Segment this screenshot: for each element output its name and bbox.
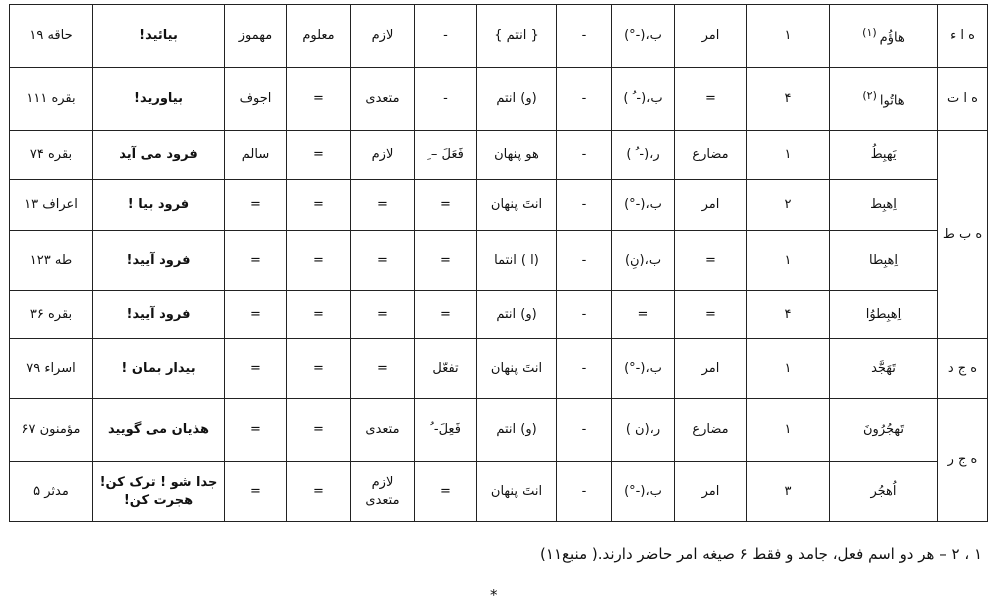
dash-cell: - <box>557 462 612 522</box>
root-cell: ه ج د <box>938 339 988 399</box>
pattern-cell: فَعَلَ – ِ <box>415 131 477 180</box>
pronoun-cell: انتَ پنهان <box>477 462 557 522</box>
voice-cell: معلوم <box>287 5 351 68</box>
word-cell <box>830 131 938 180</box>
type-cell: = <box>225 231 287 291</box>
number-cell: ١ <box>747 399 830 462</box>
form-cell: = <box>675 231 747 291</box>
form-cell: امر <box>675 180 747 231</box>
voice-cell: = <box>287 339 351 399</box>
type-cell: سالم <box>225 131 287 180</box>
pronoun-cell: انتَ پنهان <box>477 339 557 399</box>
voice-cell: = <box>287 180 351 231</box>
word-text: اِهبِطا <box>868 252 898 268</box>
sign-cell: ر،(ن ) <box>612 399 675 462</box>
word-text: یَهبِطُ <box>870 147 897 162</box>
form-cell: امر <box>675 5 747 68</box>
voice-cell: = <box>287 462 351 522</box>
dash-cell: - <box>557 231 612 291</box>
pronoun-cell: (و) انتم <box>477 399 557 462</box>
pattern-cell: = <box>415 231 477 291</box>
type-cell: = <box>225 180 287 231</box>
table-row <box>10 131 988 180</box>
word-cell <box>830 462 938 522</box>
sign-cell: ب،(- ُ ) <box>612 68 675 131</box>
sign-cell: ب،(نِ) <box>612 231 675 291</box>
dash-cell: - <box>557 131 612 180</box>
reference-cell: مؤمنون ۶٧ <box>10 399 93 462</box>
pattern-cell: فَعِلَ- ُ <box>415 399 477 462</box>
reference-cell: اعراف ١٣ <box>10 180 93 231</box>
word-text: هاتُوا <box>879 93 905 109</box>
transitivity-cell: = <box>351 180 415 231</box>
voice-cell: = <box>287 131 351 180</box>
pronoun-cell: (ا ) انتما <box>477 231 557 291</box>
table-row <box>10 231 988 291</box>
reference-cell: بقره ١١١ <box>10 68 93 131</box>
table-row <box>10 5 988 68</box>
form-cell: امر <box>675 462 747 522</box>
word-cell <box>830 5 938 68</box>
word-cell <box>830 291 938 339</box>
word-text: تَهجُرُونَ <box>863 422 904 437</box>
pronoun-cell: انتَ پنهان <box>477 180 557 231</box>
word-cell <box>830 68 938 131</box>
form-cell: مضارع <box>675 399 747 462</box>
number-cell: ٣ <box>747 462 830 522</box>
footnote-mark: (٢) <box>862 89 877 103</box>
type-cell: مهموز <box>225 5 287 68</box>
meaning-cell: هذیان می گویید <box>93 399 225 462</box>
reference-cell: بقره ٧۴ <box>10 131 93 180</box>
transitivity-cell: = <box>351 339 415 399</box>
sign-cell: ب،(-°) <box>612 180 675 231</box>
voice-cell: = <box>287 291 351 339</box>
voice-cell: = <box>287 399 351 462</box>
footnote-text: ١ ، ٢ – هر دو اسم فعل، جامد و فقط ۶ صیغه امر حاضر دارند.( منبع١١) <box>540 545 982 563</box>
word-text: اِهبِطوُا <box>865 306 902 322</box>
footnote-mark: (١) <box>862 26 877 40</box>
morphology-table <box>9 4 988 522</box>
dash-cell: - <box>557 68 612 131</box>
pronoun-cell: هو پنهان <box>477 131 557 180</box>
number-cell: ۴ <box>747 68 830 131</box>
voice-cell: = <box>287 231 351 291</box>
reference-cell: مدثر ۵ <box>10 462 93 522</box>
meaning-cell: جدا شو ! ترک کن! هجرت کن! <box>93 462 225 522</box>
pattern-cell: = <box>415 291 477 339</box>
type-cell: = <box>225 291 287 339</box>
word-text: اُهجُر <box>870 483 897 499</box>
transitivity-cell: = <box>351 231 415 291</box>
meaning-cell: فرود آیید! <box>93 231 225 291</box>
transitivity-cell: لازم متعدی <box>351 462 415 522</box>
type-cell: = <box>225 399 287 462</box>
voice-cell: = <box>287 68 351 131</box>
word-text: هاؤُم <box>879 30 905 46</box>
sign-cell: ب،(-°) <box>612 339 675 399</box>
transitivity-cell: متعدی <box>351 399 415 462</box>
form-cell: امر <box>675 339 747 399</box>
transitivity-cell: متعدی <box>351 68 415 131</box>
sign-cell: ب،(-°) <box>612 462 675 522</box>
pronoun-cell: (و) انتم <box>477 291 557 339</box>
meaning-cell: بیدار بمان ! <box>93 339 225 399</box>
meaning-cell: فرود آیید! <box>93 291 225 339</box>
reference-cell: طه ١٢٣ <box>10 231 93 291</box>
table-row <box>10 339 988 399</box>
reference-cell: بقره ٣۶ <box>10 291 93 339</box>
dash-cell: - <box>557 399 612 462</box>
word-text: تَهَجَّد <box>871 360 896 376</box>
form-cell: مضارع <box>675 131 747 180</box>
dash-cell: - <box>557 291 612 339</box>
number-cell: ۴ <box>747 291 830 339</box>
table-row <box>10 462 988 522</box>
pattern-cell: = <box>415 180 477 231</box>
pattern-cell: = <box>415 462 477 522</box>
word-text: اِهبِط <box>870 197 897 212</box>
type-cell: اجوف <box>225 68 287 131</box>
pattern-cell: تفعّل <box>415 339 477 399</box>
root-cell: ه ا ت <box>938 68 988 131</box>
sign-cell: ر،(- ُ ) <box>612 131 675 180</box>
dash-cell: - <box>557 180 612 231</box>
form-cell: = <box>675 291 747 339</box>
table-row <box>10 399 988 462</box>
dash-cell: - <box>557 5 612 68</box>
form-cell: = <box>675 68 747 131</box>
sign-cell: = <box>612 291 675 339</box>
number-cell: ١ <box>747 5 830 68</box>
pronoun-cell: (و) انتم <box>477 68 557 131</box>
reference-cell: اسراء ٧٩ <box>10 339 93 399</box>
number-cell: ٢ <box>747 180 830 231</box>
dash-cell: - <box>557 339 612 399</box>
sign-cell: ب،(-°) <box>612 5 675 68</box>
meaning-cell: فرود بیا ! <box>93 180 225 231</box>
root-cell: ه ج ر <box>938 399 988 522</box>
number-cell: ١ <box>747 231 830 291</box>
table-row <box>10 180 988 231</box>
reference-cell: حاقه ١٩ <box>10 5 93 68</box>
root-cell: ه ب ط <box>938 131 988 339</box>
star-mark: * <box>490 586 498 604</box>
table-row <box>10 68 988 131</box>
number-cell: ١ <box>747 339 830 399</box>
transitivity-cell: = <box>351 291 415 339</box>
pronoun-cell: { انتم } <box>477 5 557 68</box>
pattern-cell: - <box>415 68 477 131</box>
meaning-cell: فرود می آید <box>93 131 225 180</box>
root-cell: ه ا ء <box>938 5 988 68</box>
transitivity-cell: لازم <box>351 131 415 180</box>
table-row <box>10 291 988 339</box>
word-cell <box>830 339 938 399</box>
transitivity-cell: لازم <box>351 5 415 68</box>
type-cell: = <box>225 339 287 399</box>
meaning-cell: بیاورید! <box>93 68 225 131</box>
meaning-cell: بیائید! <box>93 5 225 68</box>
word-cell <box>830 180 938 231</box>
pattern-cell: - <box>415 5 477 68</box>
type-cell: = <box>225 462 287 522</box>
word-cell <box>830 231 938 291</box>
word-cell <box>830 399 938 462</box>
number-cell: ١ <box>747 131 830 180</box>
